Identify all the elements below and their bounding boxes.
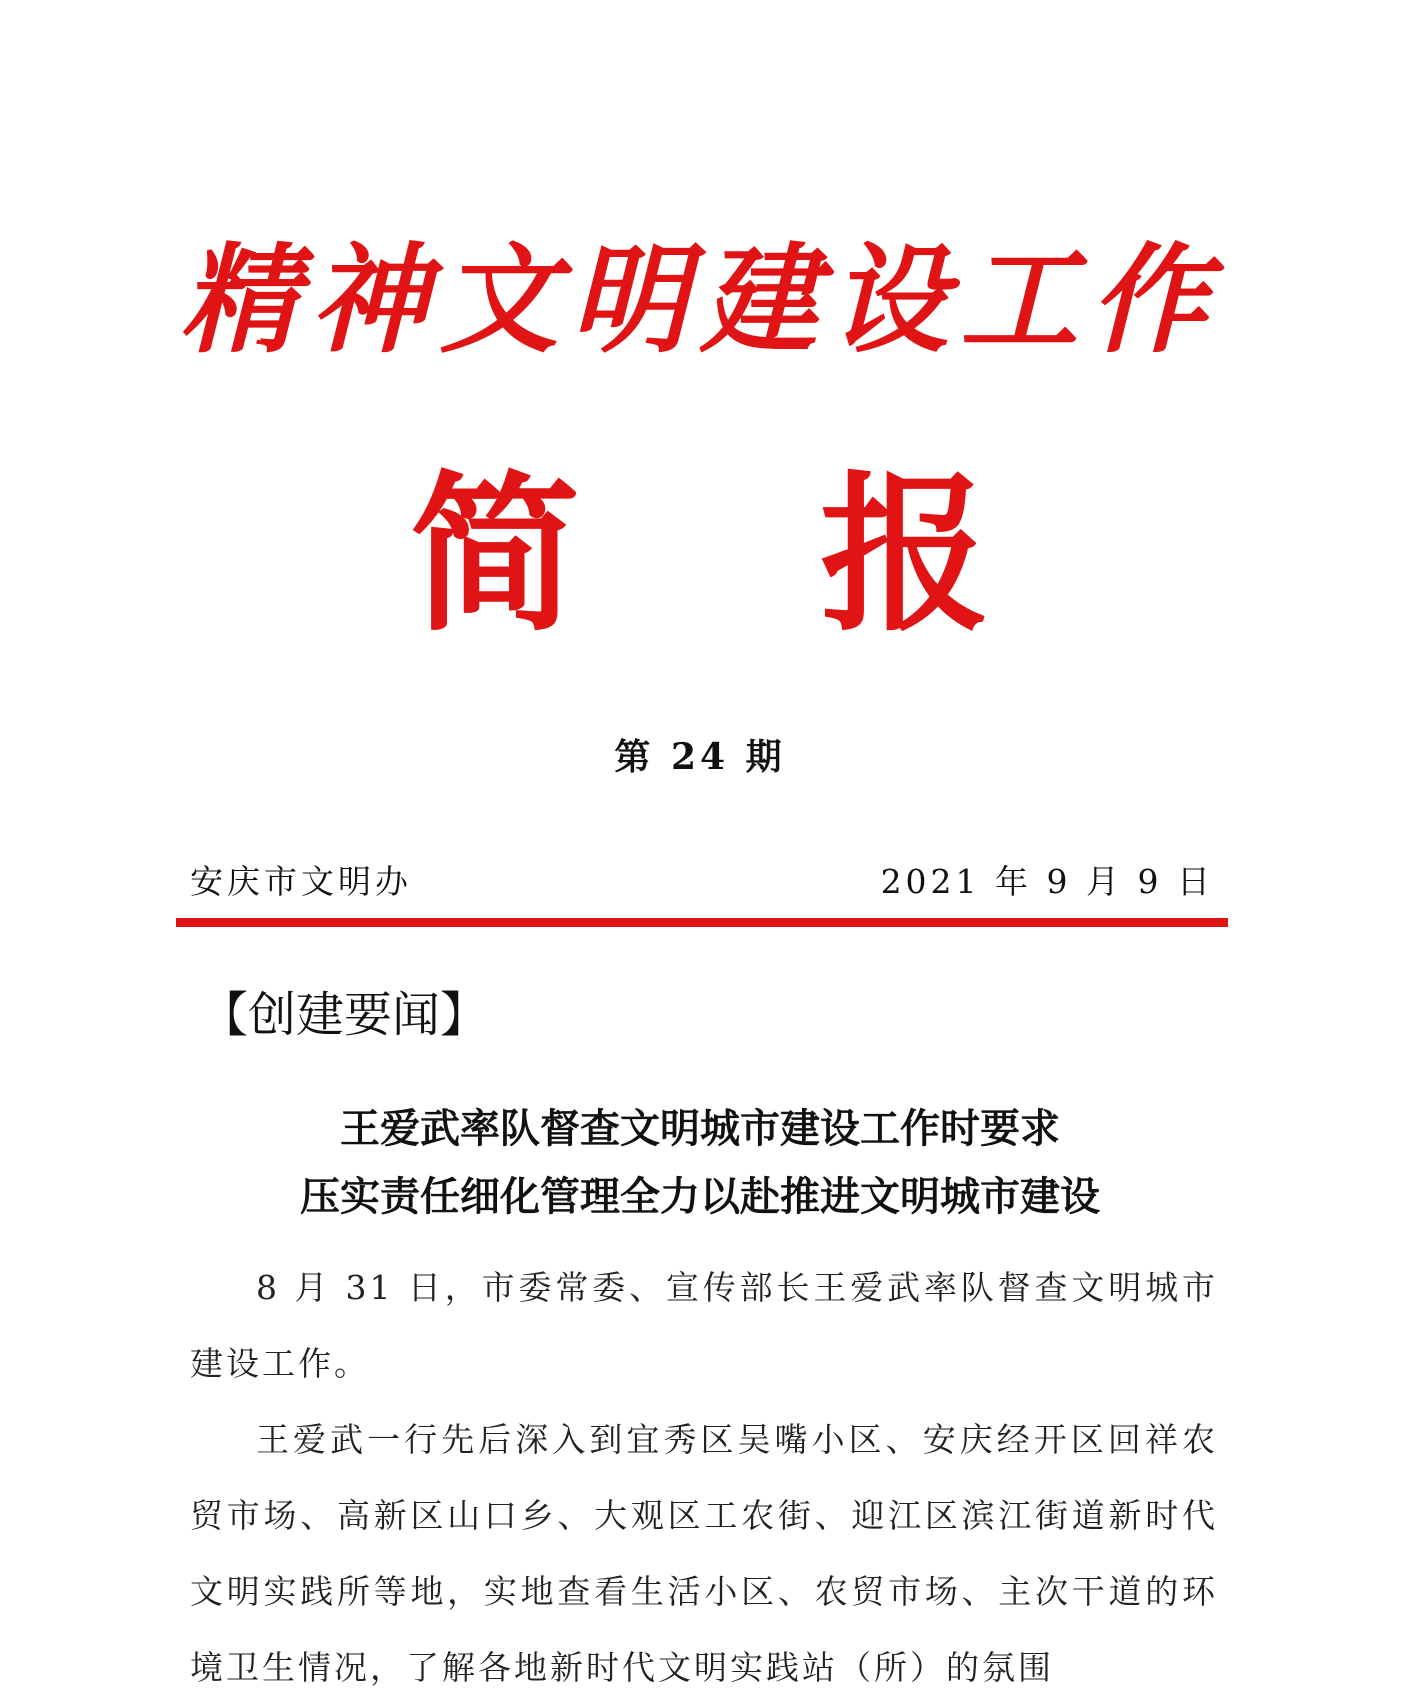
masthead-subtitle-left: 简 [409, 455, 580, 655]
article-paragraph: 8 月 31 日，市委常委、宣传部长王爱武率队督查文明城市建设工作。 [190, 1268, 1218, 1383]
article-headline [180, 1095, 1220, 1231]
section-tag: 【创建要闻】 [200, 987, 489, 1043]
article-paragraph: 王爱武一行先后深入到宜秀区吴嘴小区、安庆经开区回祥农贸市场、高新区山口乡、大观区工农街、迎江区滨江街道新时代文明实践所等地，实地查看生活小区、农贸市场、主次干道的环境卫生情况，了解各地新时代文明实践站（所）的氛围 [190, 1420, 1218, 1687]
masthead-subtitle [180, 455, 1220, 655]
article-body [190, 1250, 1218, 1706]
red-divider-rule [176, 918, 1228, 927]
headline-line-2: 压实责任细化管理全力以赴推进文明城市建设 [300, 1173, 1100, 1220]
issuer-row [190, 862, 1214, 902]
issuer-organization: 安庆市文明办 [190, 862, 412, 901]
issue-date: 2021 年 9 月 9 日 [880, 862, 1214, 901]
headline-line-1: 王爱武率队督查文明城市建设工作时要求 [340, 1105, 1060, 1152]
masthead-subtitle-right: 报 [820, 455, 991, 655]
issue-number: 第 24 期 [614, 736, 786, 778]
masthead-title: 精神文明建设工作 [180, 230, 1221, 369]
